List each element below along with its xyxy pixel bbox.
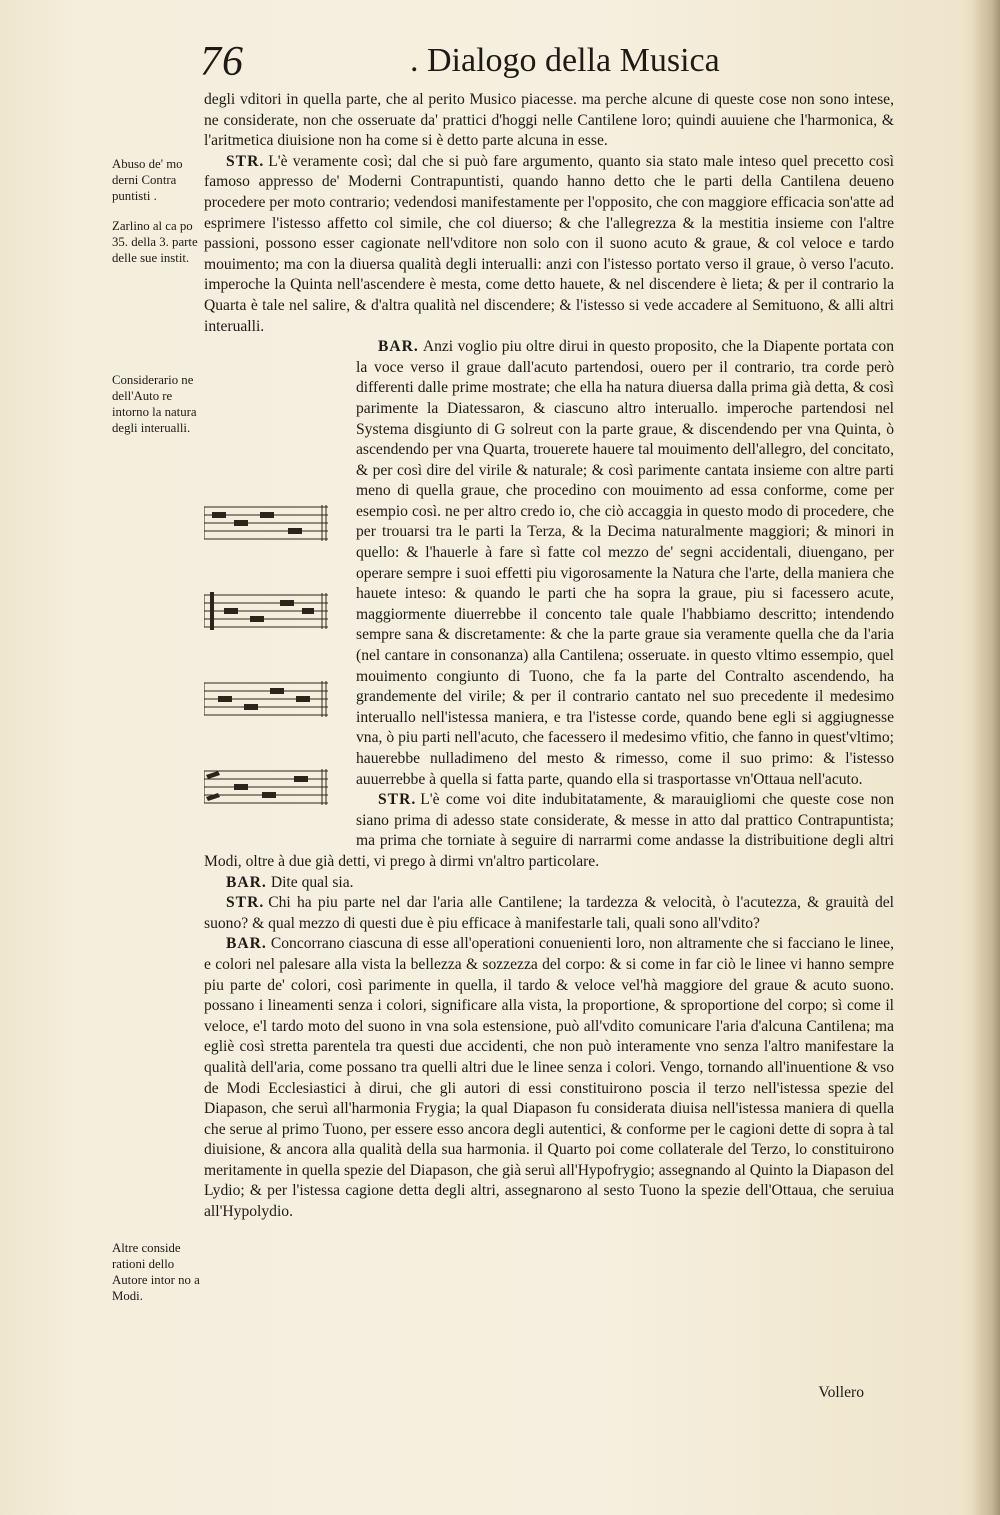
music-staff-example-3 [204, 679, 328, 719]
page-edge-shadow [972, 0, 1000, 1515]
paragraph [204, 90, 894, 152]
paragraph [204, 873, 894, 894]
paragraph [204, 934, 894, 1222]
margin-note: Abuso de' mo derni Contra puntisti . [112, 157, 183, 203]
page-number: 76 [200, 39, 244, 85]
speaker-label: BAR. [226, 873, 267, 891]
catchword: Vollero [818, 1384, 864, 1401]
paragraph-text: L'è come voi dite indubitatamente, & marauigliomi che queste cose non siano prima di adesso state considerate, & messe in atto dal prattico Contrapuntista; ma prima che torniate à seguire di narrarmi come andasse la distribuitione degli altri Modi, oltre à due già detti, vi prego à dirmi vn'altro particolare. [204, 791, 894, 870]
speaker-label: STR. [226, 894, 265, 912]
paragraph [204, 337, 894, 790]
paragraph [204, 152, 894, 337]
speaker-label: BAR. [226, 935, 267, 953]
main-text [204, 90, 894, 1223]
music-staff-example-4 [204, 767, 328, 807]
paragraph-text: Anzi voglio piu oltre dirui in questo proposito, che la Diapente portata con la voce verso il graue dall'acuto partendosi, ouero per il contrario, tra corde però differenti dalle prime mostrate; che ella ha natura diuersa dalla prima già detta, & così parimente la Diatessaron, & ciascuno altro interuallo. imperoche partendosi nel Systema disgiunto di G solreut con la parte graue, & discendendo per vna Quinta, ò ascendendo per vna Quarta, trouerete hauere tal mouimento dell'allegro, del concitato, & per così dire del virile & naturale; & così parimente cantata insieme con altre parti meno di quella graue, che procedino con mouimento ad essa conforme, come per esempio così. ne per altro credo io, che ciò accaggia in questo modo di procedere, che per trouarsi tra le parti la Terza, & la Decima naturalmente maggiori; & minori in quello: & l'hauerle à fare sì fatte col mezzo de' segni accidentali, diuengano, per operare sempre i suoi effetti piu vigorosamente la Natura che l'arte, della maniera che hauete inteso: & quando le parti che ha sopra la graue, piu si facessero acute, maggiormente diuerrebbe il concento tale quale l'habbiamo descritto; intendendo sempre sana & discretamente: & che la parte graue sia veramente quella che da l'aria (nel cantare in consonanza) alla Cantilena; osseruate. in questo vltimo essempio, quel mouimento congiunto di Tuono, che fa la parte del Contralto ascendendo, ha grandemente del virile; & per il contrario cantato nel suo precedente il medesimo interuallo nell'istessa maniera, e tra l'istesse corde, quando bene egli si aggiugnesse vna, ò piu parti nell'acuto, che facessero il medesimo vfitio, che fanno in quest'vltimo; hauerebbe nulladimeno del mesto & rimesso, come il suo primo: & l'istesso auuerrebbe à quella si fatta parte, quando ella si trasportasse vn'Ottaua nell'acuto. [356, 338, 894, 788]
speaker-label: BAR. [378, 338, 419, 356]
paragraph-text: L'è veramente così; dal che si può fare argumento, quanto sia stato male inteso quel precetto così famoso appresso de' Moderni Contrapuntisti, quando hanno detto che le parti della Cantilena deueno procedere per moto contrario; vedendosi manifestamente per l'opposito, che con maggiore efficacia son'atte ad esprimere l'istesso affetto col simile, che col diuerso; & che l'allegrezza & la mestitia insieme con l'altre passioni, possono esser cagionate nell'vditore non solo con il suono acuto & graue, & col veloce e tardo mouimento; ma con la diuersa qualità degli interualli: anzi con l'istesso portato verso il graue, ò verso l'acuto. imperoche la Quinta nell'ascendere è mesta, come detto hauete, & nel discendere è lieta; & per il contrario la Quarta è tale nel salire, & d'altra qualità nel discendere; & l'istesso si vede accadere al Semituono, & alli altri interualli. [204, 152, 894, 335]
paragraph-text: Chi ha piu parte nel dar l'aria alle Cantilene; la tardezza & velocità, ò l'acutezza, & grauità del suono? & qual mezzo di questi due è piu efficace à manifestarle tali, quali sono all'vdito? [204, 894, 894, 932]
music-staff-example-2 [204, 591, 328, 631]
margin-note: Altre conside rationi dello Autore intor no a Modi. [112, 1241, 200, 1303]
margin-note: Considerario ne dell'Auto re intorno la natura degli interualli. [112, 373, 197, 435]
page-header [200, 38, 720, 98]
speaker-label: STR. [378, 791, 417, 809]
music-examples [204, 503, 350, 833]
music-staff-example-1 [204, 503, 328, 543]
margin-note: Zarlino al ca po 35. della 3. parte delle sue instit. [112, 219, 198, 265]
paragraph [204, 893, 894, 934]
paragraph-text: Concorrano ciascuna di esse all'operationi conuenienti loro, non altramente che si facciano le linee, e colori nel palesare alla vista la bellezza & sozzezza del corpo: & si come in far ciò le linee vi hanno sempre piu parte de' colori, così parimente in quella, il tardo & veloce vel'hà maggiore del graue & acuto suono. possano i lineamenti senza i colori, significare alla vista, la proportione, & sproportione del corpo; sì come il veloce, e'l tardo moto del suono in vna sola estensione, può all'vdito comunicare l'aria d'alcuna Cantilena; ma egliè così stretta parentela tra questi due accidenti, che non può interamente vno senza l'altro manifestare la qualità dell'aria, come possano tra quelli altri due le linee senza i colori. Vengo, tornando all'inuentione & vso de Modi Ecclesiastici à dirui, che gli autori di essi constituirono poscia il terzo nell'istessa spezie del Diapason, che seruì all'harmonia Frygia; la qual Diapason fu consideratа diuisa nell'istessa maniera di quella che serue al primo Tuono, per essere esso ancora degli autentici, & conforme per le cagioni dette di sopra à tal diuisione, & ancora alla qualità della sua harmonia. il Quarto poi come collaterale del Terzo, lo constituirono meritamente in quella spezie del Diapason, che già seruì all'Hypofrygio; assegnando al Quinto la Diapason del Lydio; & per l'istessa cagione detta degli altri, assegnarono al sesto Tuono la spezie dell'Ottaua, che seruiua all'Hypolydio. [204, 935, 894, 1221]
speaker-label: STR. [226, 152, 265, 170]
running-title: . Dialogo della Musica [410, 42, 720, 79]
paragraph-text: degli vditori in quella parte, che al perito Musico piacesse. ma perche alcune di queste cose non sono intese, ne considerate, non che osseruate da' prattici d'hoggi nelle Cantilene loro; quindi auuiene che l'harmonica, & l'aritmetica diuisione non ha come si è detto parte alcuna in esse. [204, 91, 894, 150]
paragraph-with-music [204, 337, 894, 790]
paragraph-text: Dite qual sia. [270, 873, 354, 891]
